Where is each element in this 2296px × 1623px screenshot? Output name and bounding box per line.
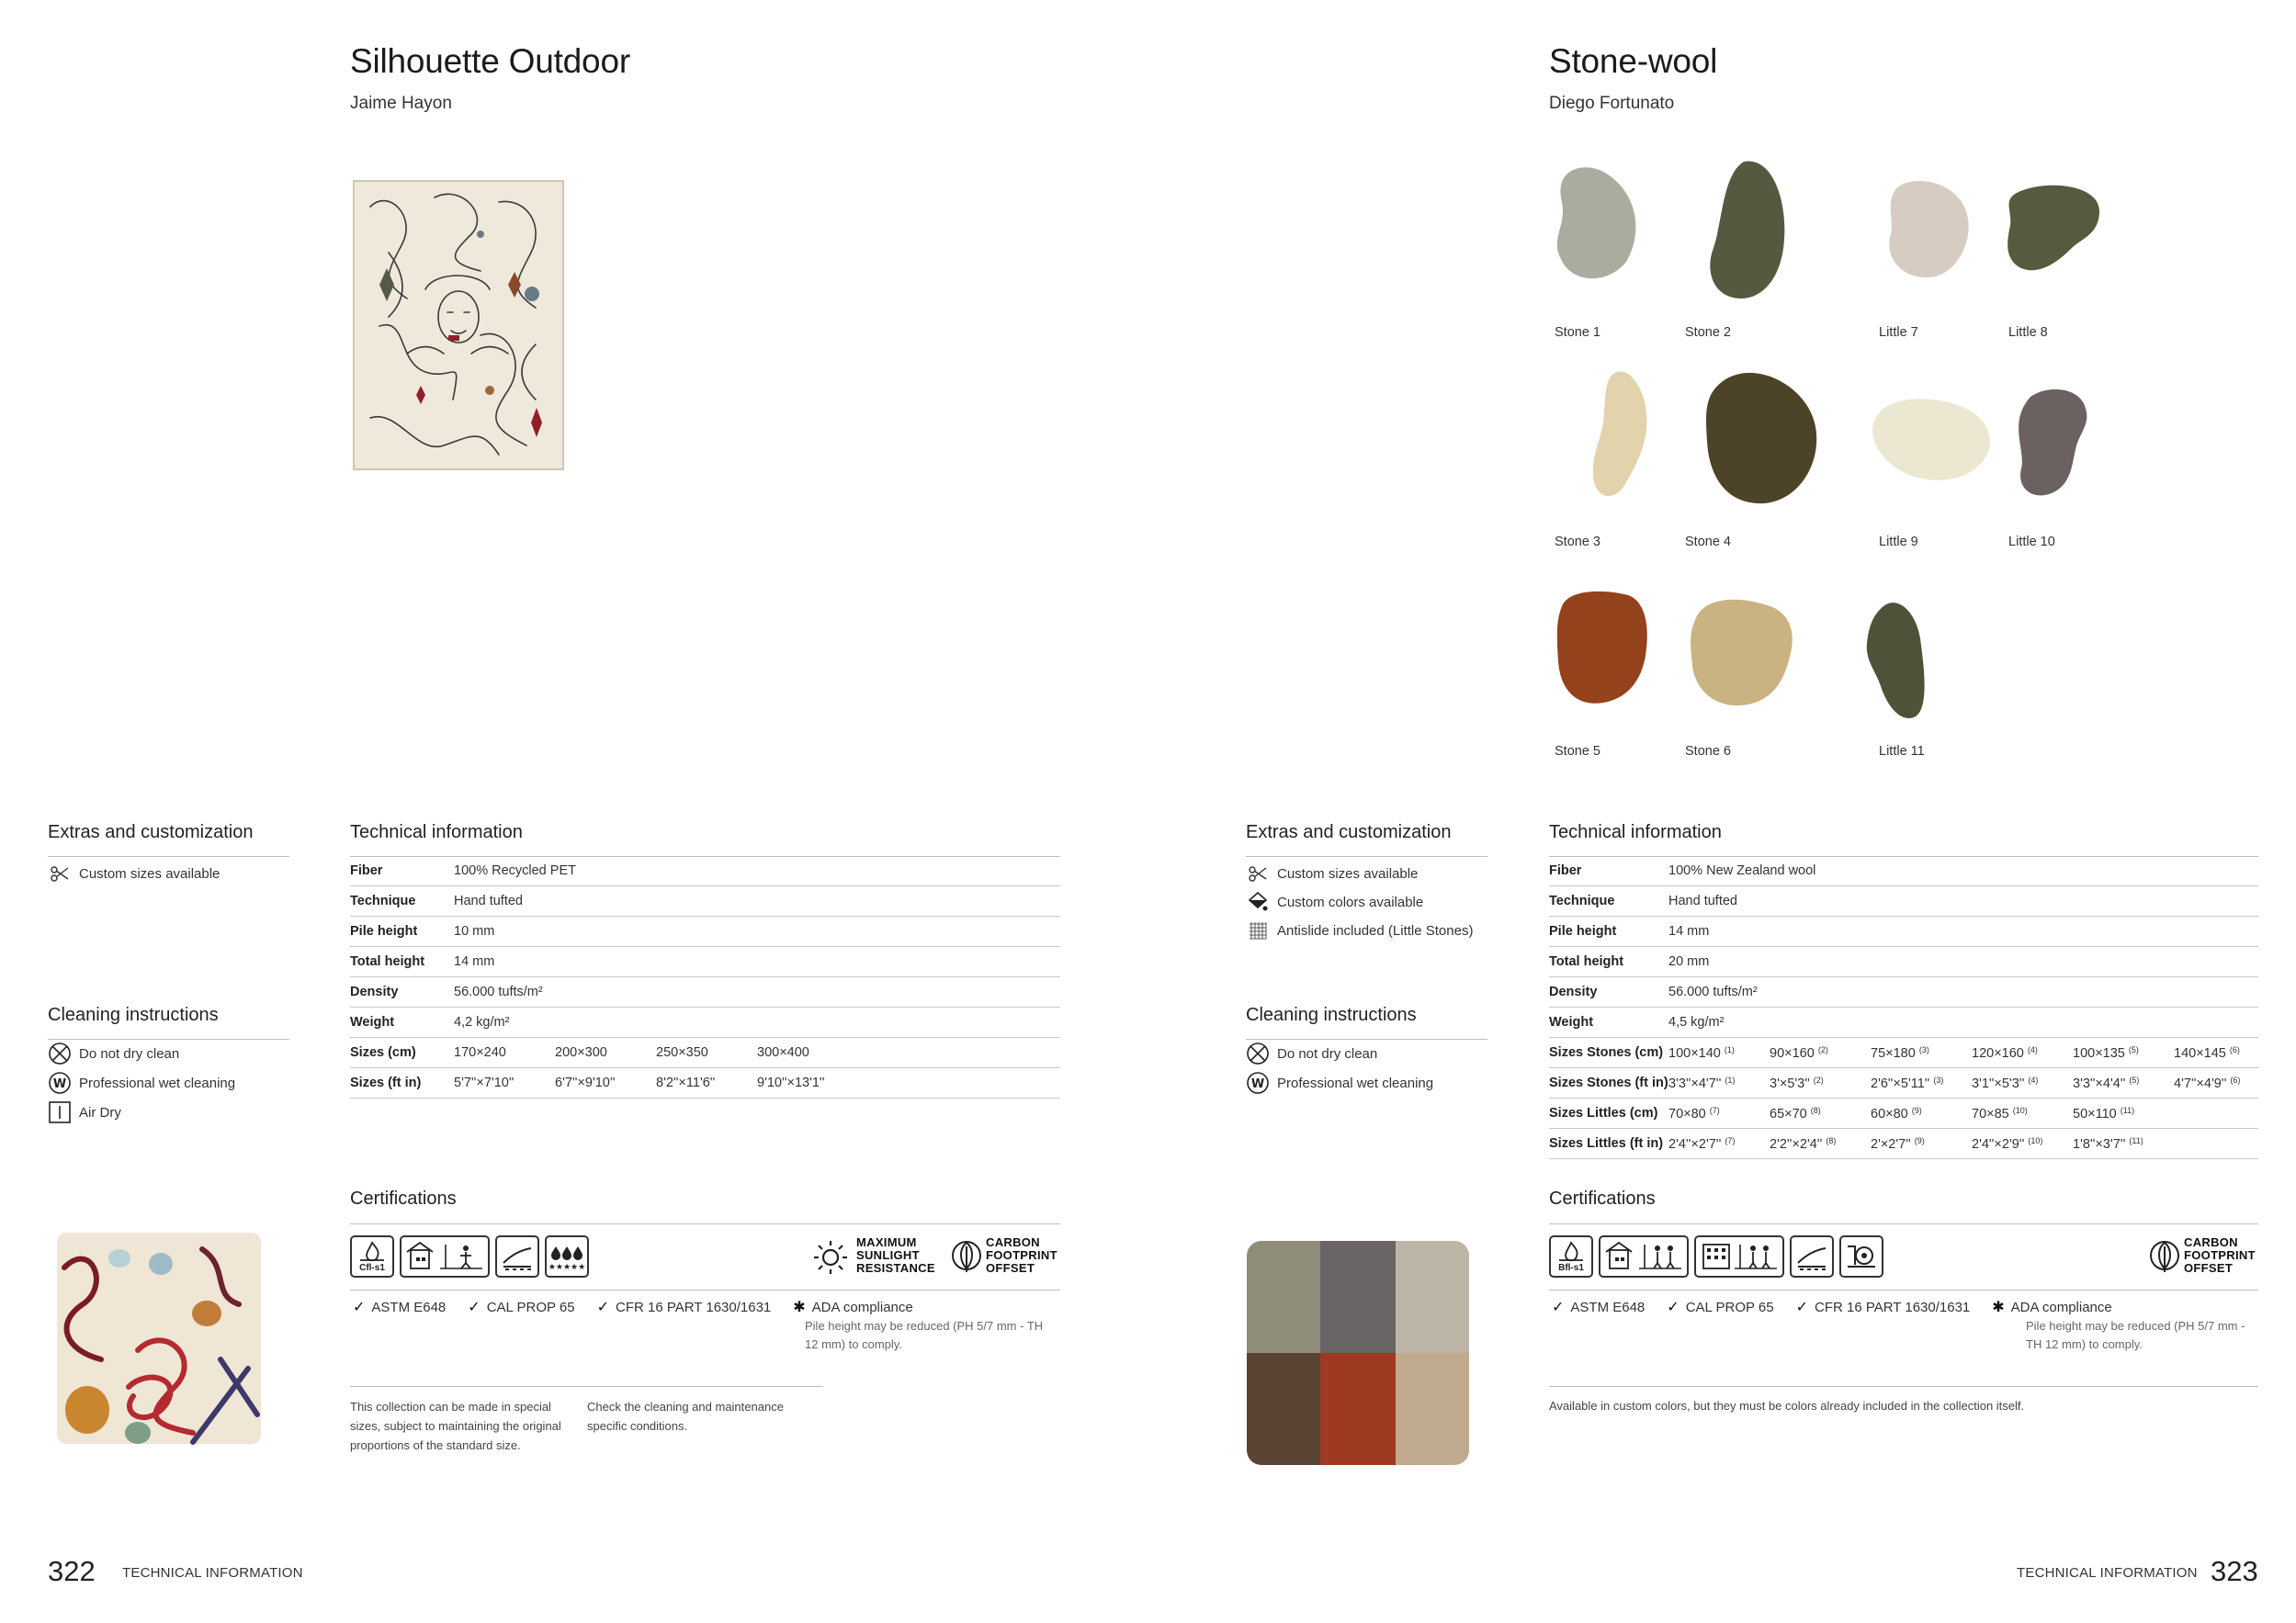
extra-custom-sizes: Custom sizes available [48, 862, 220, 885]
tech-table-left [350, 856, 1060, 1099]
tech-table-right [1549, 856, 2258, 1159]
stone-label: Stone 6 [1685, 744, 1731, 759]
cert-list-right [1552, 1298, 2134, 1316]
stone-label: Little 10 [2008, 535, 2055, 549]
stone-label: Stone 4 [1685, 535, 1731, 549]
wet-cleaning-icon [48, 1072, 72, 1094]
no-dry-clean-icon [1246, 1043, 1270, 1065]
svg-text:W: W [1250, 1077, 1265, 1091]
stone-label: Little 8 [2008, 325, 2048, 340]
stone-label: Stone 1 [1555, 325, 1600, 340]
cert-item: ✓ ASTM E648 [353, 1299, 447, 1315]
little-10-shape [2019, 389, 2087, 496]
product-title: Stone-wool [1549, 42, 1718, 80]
cert-heading: Certifications [1549, 1189, 1656, 1209]
cleaning-wet: W Professional wet cleaning [48, 1072, 235, 1094]
commercial-use-icon [1694, 1235, 1784, 1278]
tech-row: Total height 14 mm [350, 947, 1060, 977]
silhouette-rug-image [352, 179, 565, 471]
wet-cleaning-icon [1246, 1072, 1270, 1094]
stonewool-swatch-image [1245, 1239, 1471, 1467]
cert-item: ✓ ASTM E648 [1552, 1299, 1646, 1315]
tech-row: Weight 4,5 kg/m² [1549, 1008, 2258, 1038]
tech-row: Weight 4,2 kg/m² [350, 1008, 1060, 1038]
cert-heading: Certifications [350, 1189, 457, 1209]
cleaning-air-dry: Air Dry [48, 1101, 121, 1123]
tech-row: Sizes Littles (cm) 70×80 $^{(7)}$ 65×70 $^{(8)}$ 60×80 $^{(9)}$ 70×85 $^{(10)}$ 50×110 $^{(11)}$ [1549, 1099, 2258, 1129]
cert-item: ✱ ADA compliance [1992, 1299, 2112, 1315]
checkmark-icon: ✓ [1795, 1300, 1808, 1315]
stone-rug-grid [1544, 147, 2132, 753]
wear-resistance-icon [1790, 1235, 1834, 1278]
tech-row: Sizes (ft in) 5'7''×7'10'' 6'7''×9'10'' 8'2''×11'6'' 9'10''×13'1'' [350, 1068, 1060, 1099]
designer-name: Diego Fortunato [1549, 94, 1675, 113]
page-section-label: TECHNICAL INFORMATION [2017, 1565, 2198, 1581]
stone-label: Stone 5 [1555, 744, 1600, 759]
tech-row: Sizes (cm) 170×240 200×300 250×350 300×400 [350, 1038, 1060, 1068]
tech-row: Total height 20 mm [1549, 947, 2258, 977]
little-7-shape [1889, 181, 1968, 277]
checkmark-icon: ✓ [1667, 1300, 1680, 1315]
little-8-shape [2008, 186, 2099, 270]
checkmark-icon: ✓ [353, 1300, 366, 1315]
tech-heading: Technical information [350, 822, 523, 842]
cleaning-wet: W Professional wet cleaning [1246, 1072, 1433, 1094]
asterisk-icon: ✱ [793, 1300, 806, 1315]
checkmark-icon: ✓ [1552, 1300, 1565, 1315]
stone-label: Little 9 [1879, 535, 1918, 549]
sunlight-resistance-badge: MAXIMUM SUNLIGHT RESISTANCE [809, 1234, 935, 1278]
cleaning-no-dry-clean: Do not dry clean [1246, 1043, 1377, 1065]
extras-heading: Extras and customization [1246, 822, 1452, 842]
stone-2-shape [1710, 162, 1784, 299]
little-9-shape [1872, 399, 1990, 479]
air-dry-icon [48, 1101, 72, 1123]
tech-row: Technique Hand tufted [350, 886, 1060, 917]
product-title: Silhouette Outdoor [350, 42, 630, 80]
building-use-icon [1599, 1235, 1689, 1278]
page-number: 323 [2211, 1555, 2258, 1587]
designer-name: Jaime Hayon [350, 94, 452, 113]
tech-row: Pile height 14 mm [1549, 917, 2258, 947]
checkmark-icon: ✓ [468, 1300, 481, 1315]
tech-row: Technique Hand tufted [1549, 886, 2258, 917]
cert-list-left [353, 1298, 935, 1316]
cert-item: ✓ CAL PROP 65 [1667, 1299, 1774, 1315]
stone-label: Little 7 [1879, 325, 1918, 340]
tech-row: Sizes Stones (ft in) 3'3''×4'7'' $^{(1)}$ 3'×5'3'' $^{(2)}$ 2'6''×5'11'' $^{(3)}$ 3'1''×5'3'' $^{(4)}$ 3'3''×4'4'' $^{(5)}$ 4'7''×4'9'' $^{(6)}$ [1549, 1068, 2258, 1099]
carbon-offset-badge: CARBON FOOTPRINT OFFSET [950, 1234, 1058, 1278]
water-resistance-icon [545, 1235, 589, 1278]
stone-label: Little 11 [1879, 744, 1925, 759]
fire-rating-icon: Bfl-s1 [1549, 1235, 1593, 1278]
leaf-icon [2148, 1234, 2181, 1278]
asterisk-icon: ✱ [1992, 1300, 2005, 1315]
tech-heading: Technical information [1549, 822, 1722, 842]
antislide-grid-icon [1246, 919, 1270, 941]
building-use-icon [400, 1235, 490, 1278]
stone-3-shape [1593, 371, 1647, 496]
ada-note: Pile height may be reduced (PH 5/7 mm - TH 12 mm) to comply. [805, 1319, 1044, 1351]
page-number: 322 [48, 1555, 96, 1587]
extra-antislide: Antislide included (Little Stones) [1246, 919, 1473, 941]
collection-note: This collection can be made in special sizes, subject to maintaining the original proportions of the standard size. [350, 1400, 561, 1452]
checkmark-icon: ✓ [596, 1300, 609, 1315]
extra-custom-colors: Custom colors available [1246, 891, 1423, 913]
stone-6-shape [1691, 600, 1793, 705]
no-dry-clean-icon [48, 1043, 72, 1065]
cert-item: ✱ ADA compliance [793, 1299, 913, 1315]
svg-text:★★★★★: ★★★★★ [549, 1263, 585, 1272]
ada-note: Pile height may be reduced (PH 5/7 mm - TH 12 mm) to comply. [2026, 1319, 2245, 1351]
castor-chair-icon [1839, 1235, 1883, 1278]
cleaning-heading: Cleaning instructions [48, 1005, 219, 1025]
stone-5-shape [1557, 592, 1647, 704]
tech-row: Pile height 10 mm [350, 917, 1060, 947]
stone-4-shape [1706, 373, 1816, 503]
carbon-offset-badge: CARBON FOOTPRINT OFFSET [2148, 1234, 2256, 1278]
cert-item: ✓ CFR 16 PART 1630/1631 [1795, 1299, 1971, 1315]
cleaning-no-dry-clean: Do not dry clean [48, 1043, 179, 1065]
extra-custom-sizes: Custom sizes available [1246, 862, 1418, 885]
tech-row: Sizes Littles (ft in) 2'4''×2'7'' $^{(7)}$ 2'2''×2'4'' $^{(8)}$ 2'×2'7'' $^{(9)}$ 2'4''×2'9'' $^{(10)}$ 1'8''×3'7'' $^{(11)}$ [1549, 1129, 2258, 1159]
cert-badge-row [350, 1235, 589, 1278]
cert-badge-row [1549, 1235, 1883, 1278]
svg-text:W: W [52, 1077, 67, 1091]
scissors-icon [48, 862, 72, 885]
extras-heading: Extras and customization [48, 822, 254, 842]
wear-resistance-icon [495, 1235, 539, 1278]
scissors-icon [1246, 862, 1270, 885]
stone-1-shape [1557, 167, 1636, 278]
tech-row: Sizes Stones (cm) 100×140 $^{(1)}$ 90×160 $^{(2)}$ 75×180 $^{(3)}$ 120×160 $^{(4)}$ 100×135 $^{(5)}$ 140×145 $^{(6)}$ [1549, 1038, 2258, 1068]
cleaning-note: Check the cleaning and maintenance specific conditions. [587, 1400, 784, 1433]
tech-row: Density 56.000 tufts/m² [350, 977, 1060, 1008]
fire-rating-icon: Cfl-s1 [350, 1235, 394, 1278]
tech-row: Fiber 100% Recycled PET [350, 856, 1060, 886]
custom-colors-note: Available in custom colors, but they must be colors already included in the collection itself. [1549, 1399, 2025, 1413]
cert-item: ✓ CFR 16 PART 1630/1631 [596, 1299, 772, 1315]
sun-icon [809, 1234, 853, 1278]
stone-label: Stone 2 [1685, 325, 1731, 340]
tech-row: Fiber 100% New Zealand wool [1549, 856, 2258, 886]
color-bucket-icon [1246, 891, 1270, 913]
little-11-shape [1867, 603, 1925, 718]
page-section-label: TECHNICAL INFORMATION [122, 1565, 303, 1581]
cert-item: ✓ CAL PROP 65 [468, 1299, 575, 1315]
cleaning-heading: Cleaning instructions [1246, 1005, 1417, 1025]
silhouette-swatch-image [55, 1231, 263, 1446]
tech-row: Density 56.000 tufts/m² [1549, 977, 2258, 1008]
stone-label: Stone 3 [1555, 535, 1600, 549]
leaf-icon [950, 1234, 983, 1278]
